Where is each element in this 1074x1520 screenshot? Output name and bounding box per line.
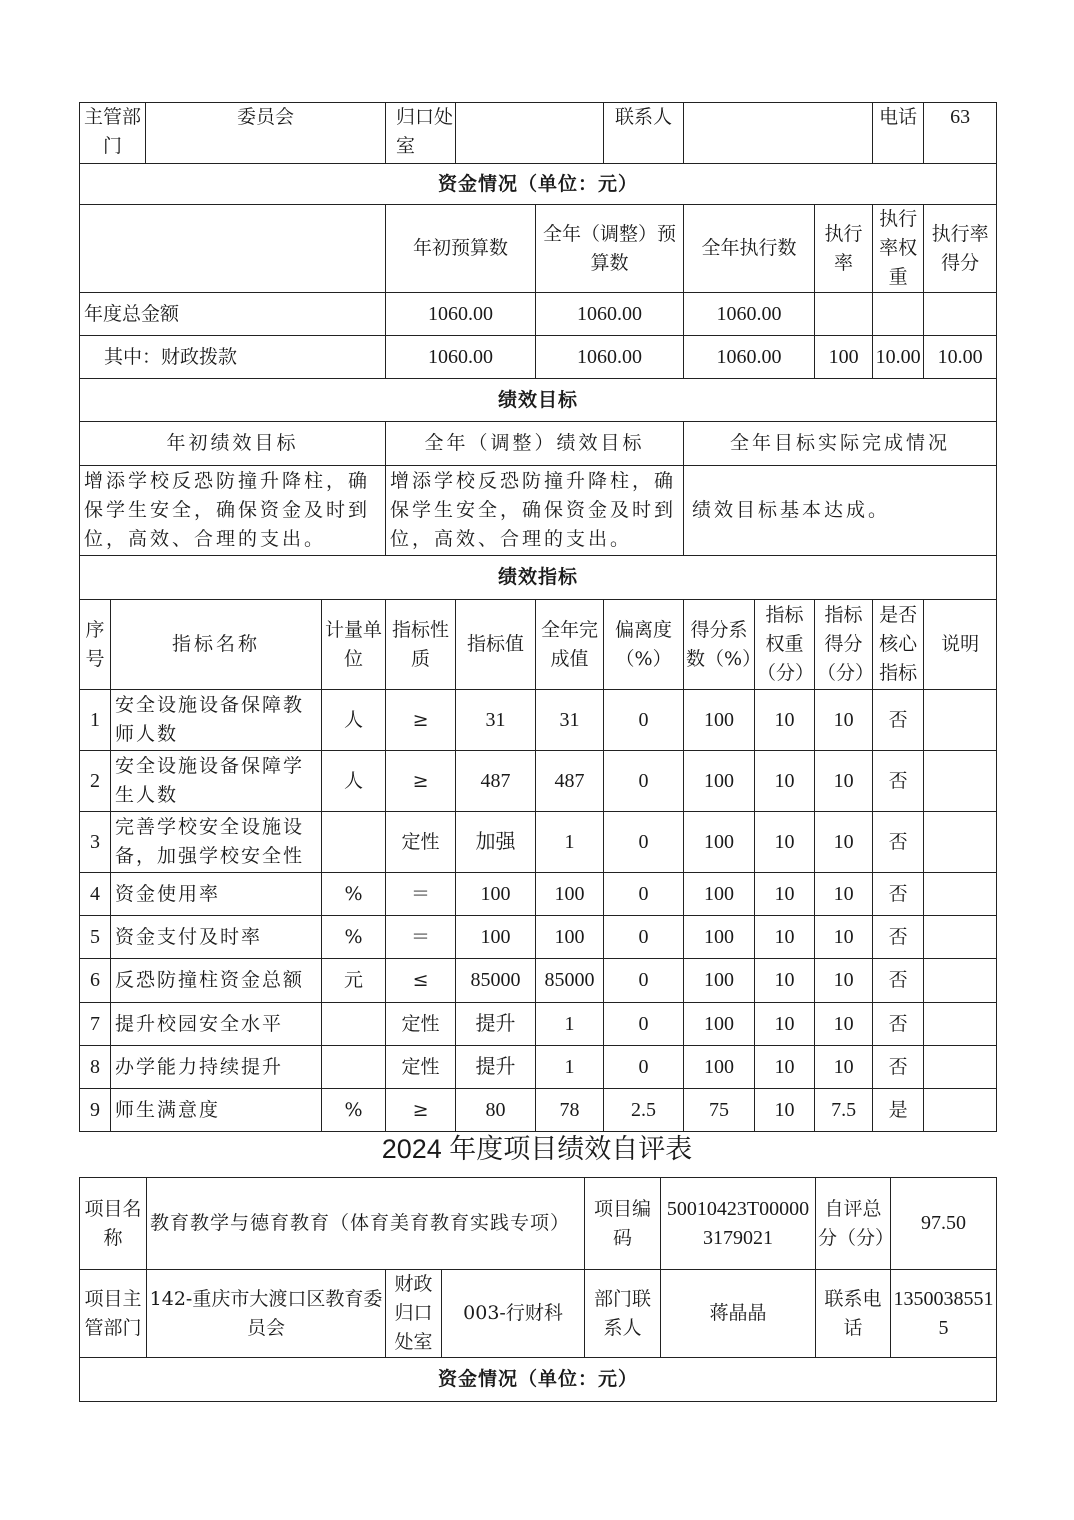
ind-header-deviation: 偏离度（%） bbox=[604, 600, 684, 690]
ind-nature: 定性 bbox=[386, 1003, 456, 1046]
ind-deviation: 0 bbox=[604, 1046, 684, 1089]
ind-weight: 10 bbox=[755, 1089, 815, 1132]
ind-header-target: 指标值 bbox=[456, 600, 536, 690]
project-dept-label: 项目主管部门 bbox=[80, 1270, 147, 1358]
ind-target: 100 bbox=[456, 916, 536, 959]
ind-score: 10 bbox=[815, 873, 873, 916]
funds-row-label: 其中：财政拨款 bbox=[80, 336, 386, 379]
goals-header-row bbox=[80, 422, 997, 466]
ind-unit bbox=[322, 1003, 386, 1046]
ind-header-unit: 计量单位 bbox=[322, 600, 386, 690]
funds-header-initial: 年初预算数 bbox=[386, 205, 536, 293]
project-info-row bbox=[80, 103, 997, 164]
ind-name: 安全设施设备保障学生人数 bbox=[111, 751, 322, 812]
goals-header-initial: 年初绩效目标 bbox=[80, 422, 386, 466]
indicator-row bbox=[80, 812, 997, 873]
ind-note bbox=[924, 959, 997, 1003]
ind-coef: 100 bbox=[684, 916, 755, 959]
ind-core: 否 bbox=[873, 916, 924, 959]
ind-coef: 75 bbox=[684, 1089, 755, 1132]
ind-name: 资金使用率 bbox=[111, 873, 322, 916]
ind-header-coef: 得分系数（%） bbox=[684, 600, 755, 690]
funds-row-total bbox=[80, 293, 997, 336]
contact-value bbox=[684, 103, 873, 164]
funds-score bbox=[924, 293, 997, 336]
ind-score: 10 bbox=[815, 1046, 873, 1089]
ind-deviation: 2.5 bbox=[604, 1089, 684, 1132]
ind-core: 否 bbox=[873, 690, 924, 751]
ind-nature: ＝ bbox=[386, 873, 456, 916]
ind-unit: 元 bbox=[322, 959, 386, 1003]
contact-phone-label: 联系电话 bbox=[816, 1270, 891, 1358]
funds-rate: 100 bbox=[815, 336, 873, 379]
ind-note bbox=[924, 873, 997, 916]
ind-actual: 1 bbox=[536, 1003, 604, 1046]
contact-phone-value: 13500385515 bbox=[891, 1270, 997, 1358]
project-name-row bbox=[80, 1178, 997, 1270]
project-dept-row bbox=[80, 1270, 997, 1358]
ind-score: 10 bbox=[815, 812, 873, 873]
ind-weight: 10 bbox=[755, 873, 815, 916]
ind-score: 10 bbox=[815, 959, 873, 1003]
ind-actual: 100 bbox=[536, 916, 604, 959]
ind-actual: 31 bbox=[536, 690, 604, 751]
ind-deviation: 0 bbox=[604, 916, 684, 959]
indicator-row bbox=[80, 690, 997, 751]
funds-weight bbox=[873, 293, 924, 336]
ind-name: 师生满意度 bbox=[111, 1089, 322, 1132]
funds-executed: 1060.00 bbox=[684, 336, 815, 379]
ind-target: 加强 bbox=[456, 812, 536, 873]
ind-name: 安全设施设备保障教师人数 bbox=[111, 690, 322, 751]
ind-core: 否 bbox=[873, 873, 924, 916]
ind-name: 办学能力持续提升 bbox=[111, 1046, 322, 1089]
ind-header-name: 指标名称 bbox=[111, 600, 322, 690]
project-self-evaluation-table bbox=[79, 1177, 997, 1402]
dept-contact-label: 部门联系人 bbox=[585, 1270, 661, 1358]
ind-coef: 100 bbox=[684, 959, 755, 1003]
ind-unit: % bbox=[322, 916, 386, 959]
ind-note bbox=[924, 916, 997, 959]
ind-name: 资金支付及时率 bbox=[111, 916, 322, 959]
ind-nature: ≥ bbox=[386, 1089, 456, 1132]
performance-table-continued bbox=[79, 102, 997, 1132]
ind-weight: 10 bbox=[755, 751, 815, 812]
funds-row-label: 年度总金额 bbox=[80, 293, 386, 336]
ind-nature: ≥ bbox=[386, 751, 456, 812]
funds-score: 10.00 bbox=[924, 336, 997, 379]
dept-value: 委员会 bbox=[146, 103, 386, 164]
ind-score: 10 bbox=[815, 916, 873, 959]
ind-weight: 10 bbox=[755, 690, 815, 751]
ind-target: 487 bbox=[456, 751, 536, 812]
goal-initial-text: 增添学校反恐防撞升降柱，确保学生安全，确保资金及时到位，高效、合理的支出。 bbox=[80, 466, 386, 556]
phone-label: 电话 bbox=[873, 103, 924, 164]
contact-label: 联系人 bbox=[604, 103, 684, 164]
ind-coef: 100 bbox=[684, 812, 755, 873]
indicator-row bbox=[80, 959, 997, 1003]
ind-target: 85000 bbox=[456, 959, 536, 1003]
ind-deviation: 0 bbox=[604, 959, 684, 1003]
indicator-row bbox=[80, 916, 997, 959]
ind-unit bbox=[322, 1046, 386, 1089]
ind-no: 2 bbox=[80, 751, 111, 812]
ind-weight: 10 bbox=[755, 1003, 815, 1046]
funds-header-rate: 执行率 bbox=[815, 205, 873, 293]
goals-header-adjusted: 全年（调整）绩效目标 bbox=[386, 422, 684, 466]
ind-coef: 100 bbox=[684, 1046, 755, 1089]
ind-no: 6 bbox=[80, 959, 111, 1003]
ind-header-nature: 指标性质 bbox=[386, 600, 456, 690]
indicator-row bbox=[80, 1046, 997, 1089]
goals-content-row bbox=[80, 466, 997, 556]
ind-score: 7.5 bbox=[815, 1089, 873, 1132]
funds-initial: 1060.00 bbox=[386, 336, 536, 379]
ind-actual: 100 bbox=[536, 873, 604, 916]
ind-target: 提升 bbox=[456, 1003, 536, 1046]
fiscal-office-label: 财政归口处室 bbox=[386, 1270, 442, 1358]
ind-target: 80 bbox=[456, 1089, 536, 1132]
ind-actual: 487 bbox=[536, 751, 604, 812]
funds-header-weight: 执行率权重 bbox=[873, 205, 924, 293]
funds-rate bbox=[815, 293, 873, 336]
indicator-row bbox=[80, 751, 997, 812]
ind-actual: 78 bbox=[536, 1089, 604, 1132]
funds-header-executed: 全年执行数 bbox=[684, 205, 815, 293]
goals-header-actual: 全年目标实际完成情况 bbox=[684, 422, 997, 466]
ind-coef: 100 bbox=[684, 751, 755, 812]
ind-unit bbox=[322, 812, 386, 873]
page-title-2024-self-evaluation: 2024 年度项目绩效自评表 bbox=[381, 1134, 693, 1164]
project-name-value: 教育教学与德育教育（体育美育教育实践专项） bbox=[147, 1178, 585, 1270]
ind-core: 否 bbox=[873, 812, 924, 873]
project-name-label: 项目名称 bbox=[80, 1178, 147, 1270]
ind-actual: 1 bbox=[536, 1046, 604, 1089]
ind-header-weight: 指标权重（分） bbox=[755, 600, 815, 690]
ind-note bbox=[924, 1046, 997, 1089]
ind-coef: 100 bbox=[684, 1003, 755, 1046]
self-score-value: 97.50 bbox=[891, 1178, 997, 1270]
ind-weight: 10 bbox=[755, 916, 815, 959]
ind-nature: 定性 bbox=[386, 812, 456, 873]
office-value bbox=[456, 103, 604, 164]
ind-note bbox=[924, 1003, 997, 1046]
ind-nature: ＝ bbox=[386, 916, 456, 959]
ind-deviation: 0 bbox=[604, 812, 684, 873]
ind-name: 提升校园安全水平 bbox=[111, 1003, 322, 1046]
ind-core: 否 bbox=[873, 751, 924, 812]
ind-name: 反恐防撞柱资金总额 bbox=[111, 959, 322, 1003]
ind-coef: 100 bbox=[684, 873, 755, 916]
office-label: 归口处室 bbox=[386, 103, 456, 164]
indicators-section-title: 绩效指标 bbox=[80, 556, 997, 600]
ind-header-core: 是否核心指标 bbox=[873, 600, 924, 690]
ind-core: 否 bbox=[873, 1046, 924, 1089]
ind-core: 是 bbox=[873, 1089, 924, 1132]
ind-actual: 1 bbox=[536, 812, 604, 873]
project-code-label: 项目编码 bbox=[585, 1178, 661, 1270]
goals-section-title: 绩效目标 bbox=[80, 379, 997, 422]
ind-header-no: 序号 bbox=[80, 600, 111, 690]
ind-no: 7 bbox=[80, 1003, 111, 1046]
ind-score: 10 bbox=[815, 751, 873, 812]
ind-note bbox=[924, 751, 997, 812]
ind-core: 否 bbox=[873, 959, 924, 1003]
ind-nature: ≤ bbox=[386, 959, 456, 1003]
ind-weight: 10 bbox=[755, 959, 815, 1003]
indicator-row bbox=[80, 1089, 997, 1132]
project-code-value: 50010423T000003179021 bbox=[661, 1178, 816, 1270]
funds-adjusted: 1060.00 bbox=[536, 293, 684, 336]
ind-note bbox=[924, 1089, 997, 1132]
ind-name: 完善学校安全设施设备，加强学校安全性 bbox=[111, 812, 322, 873]
ind-target: 31 bbox=[456, 690, 536, 751]
ind-weight: 10 bbox=[755, 812, 815, 873]
ind-nature: 定性 bbox=[386, 1046, 456, 1089]
ind-score: 10 bbox=[815, 1003, 873, 1046]
ind-header-score: 指标得分（分） bbox=[815, 600, 873, 690]
ind-header-note: 说明 bbox=[924, 600, 997, 690]
ind-unit: % bbox=[322, 1089, 386, 1132]
ind-unit: 人 bbox=[322, 690, 386, 751]
indicators-body bbox=[80, 690, 997, 1132]
indicator-row bbox=[80, 1003, 997, 1046]
funds-executed: 1060.00 bbox=[684, 293, 815, 336]
ind-nature: ≥ bbox=[386, 690, 456, 751]
funds-header-score: 执行率得分 bbox=[924, 205, 997, 293]
ind-deviation: 0 bbox=[604, 690, 684, 751]
ind-weight: 10 bbox=[755, 1046, 815, 1089]
ind-deviation: 0 bbox=[604, 873, 684, 916]
indicators-header-row bbox=[80, 600, 997, 690]
funds-header-blank bbox=[80, 205, 386, 293]
fiscal-office-value: 003-行财科 bbox=[442, 1270, 585, 1358]
ind-deviation: 0 bbox=[604, 1003, 684, 1046]
dept-contact-value: 蒋晶晶 bbox=[661, 1270, 816, 1358]
funds-section-title-2: 资金情况（单位：元） bbox=[80, 1358, 997, 1402]
ind-core: 否 bbox=[873, 1003, 924, 1046]
ind-no: 9 bbox=[80, 1089, 111, 1132]
ind-unit: 人 bbox=[322, 751, 386, 812]
ind-note bbox=[924, 690, 997, 751]
funds-header-adjusted: 全年（调整）预算数 bbox=[536, 205, 684, 293]
funds-section-title: 资金情况（单位：元） bbox=[80, 164, 997, 205]
dept-label: 主管部门 bbox=[80, 103, 146, 164]
ind-no: 3 bbox=[80, 812, 111, 873]
ind-score: 10 bbox=[815, 690, 873, 751]
ind-note bbox=[924, 812, 997, 873]
project-dept-value: 142-重庆市大渡口区教育委员会 bbox=[147, 1270, 386, 1358]
phone-value: 63 bbox=[924, 103, 997, 164]
ind-coef: 100 bbox=[684, 690, 755, 751]
ind-no: 1 bbox=[80, 690, 111, 751]
self-score-label: 自评总分（分） bbox=[816, 1178, 891, 1270]
ind-target: 100 bbox=[456, 873, 536, 916]
ind-unit: % bbox=[322, 873, 386, 916]
funds-row-fiscal bbox=[80, 336, 997, 379]
ind-no: 5 bbox=[80, 916, 111, 959]
ind-no: 8 bbox=[80, 1046, 111, 1089]
ind-no: 4 bbox=[80, 873, 111, 916]
funds-adjusted: 1060.00 bbox=[536, 336, 684, 379]
goal-actual-text: 绩效目标基本达成。 bbox=[684, 466, 997, 556]
goal-adjusted-text: 增添学校反恐防撞升降柱，确保学生安全，确保资金及时到位，高效、合理的支出。 bbox=[386, 466, 684, 556]
funds-header-row bbox=[80, 205, 997, 293]
funds-weight: 10.00 bbox=[873, 336, 924, 379]
ind-deviation: 0 bbox=[604, 751, 684, 812]
ind-actual: 85000 bbox=[536, 959, 604, 1003]
ind-header-actual: 全年完成值 bbox=[536, 600, 604, 690]
funds-initial: 1060.00 bbox=[386, 293, 536, 336]
indicator-row bbox=[80, 873, 997, 916]
ind-target: 提升 bbox=[456, 1046, 536, 1089]
